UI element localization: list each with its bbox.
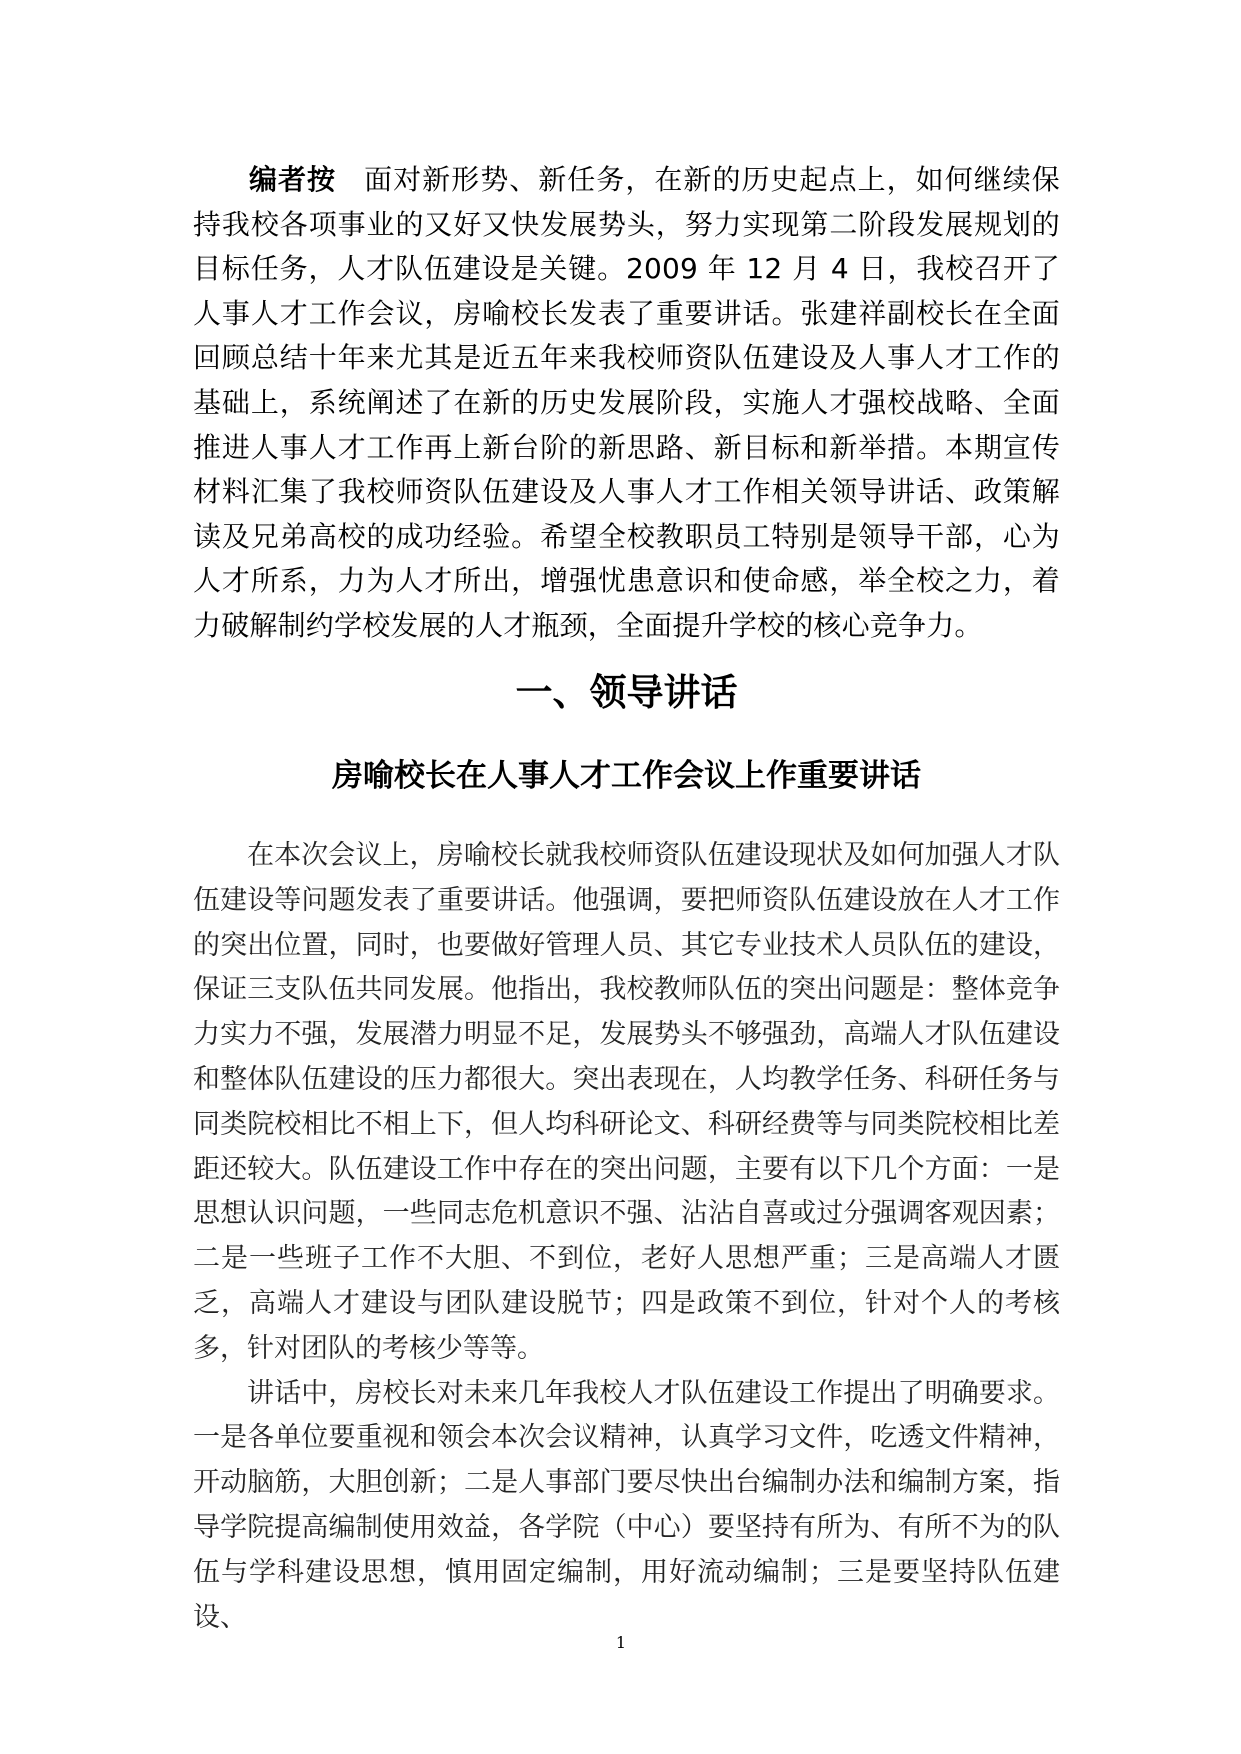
body-paragraph: 在本次会议上，房喻校长就我校师资队伍建设现状及如何加强人才队伍建设等问题发表了重要讲话。他强调，要把师资队伍建设放在人才工作的突出位置，同时，也要做好管理人员、其它专业技术人员队伍的建设，保证三支队伍共同发展。他指出，我校教师队伍的突出问题是：整体竞争力实力不强，发展潜力明显不足，发展势头不够强劲，高端人才队伍建设和整体队伍建设的压力都很大。突出表现在，人均教学任务、科研任务与同类院校相比不相上下，但人均科研论文、科研经费等与同类院校相比差距还较大。队伍建设工作中存在的突出问题，主要有以下几个方面：一是思想认识问题，一些同志危机意识不强、沾沾自喜或过分强调客观因素；二是一些班子工作不大胆、不到位，老好人思想严重；三是高端人才匮乏，高端人才建设与团队建设脱节；四是政策不到位，针对个人的考核多，针对团队的考核少等等。 (193, 840, 1060, 1364)
article-title: 房喻校长在人事人才工作会议上作重要讲话 (332, 758, 921, 794)
article-body (193, 834, 1060, 1640)
body-paragraph: 讲话中，房校长对未来几年我校人才队伍建设工作提出了明确要求。一是各单位要重视和领会本次会议精神，认真学习文件，吃透文件精神，开动脑筋，大胆创新；二是人事部门要尽快出台编制办法和编制方案，指导学院提高编制使用效益，各学院（中心）要坚持有所为、有所不为的队伍与学科建设思想，慎用固定编制，用好流动编制；三是要坚持队伍建设、 (193, 1377, 1060, 1633)
section-heading: 一、领导讲话 (515, 671, 738, 714)
editor-note-text: 面对新形势、新任务，在新的历史起点上，如何继续保持我校各项事业的又好又快发展势头，努力实现第二阶段发展规划的目标任务，人才队伍建设是关键。2009 年 12 月 4 日，我校召开了人事人才工作会议，房喻校长发表了重要讲话。张建祥副校长在全面回顾总结十年来尤其是近五年来我校师资队伍建设及人事人才工作的基础上，系统阐述了在新的历史发展阶段，实施人才强校战略、全面推进人事人才工作再上新台阶的新思路、新目标和新举措。本期宣传材料汇集了我校师资队伍建设及人事人才工作相关领导讲话、政策解读及兄弟高校的成功经验。希望全校教职员工特别是领导干部，心为人才所系，力为人才所出，增强忧患意识和使命感，举全校之力，着力破解制约学校发展的人才瓶颈，全面提升学校的核心竞争力。 (193, 163, 1060, 642)
editor-note-label: 编者按 (249, 163, 337, 196)
editor-note (193, 158, 1060, 649)
page-number: 1 (615, 1633, 627, 1652)
